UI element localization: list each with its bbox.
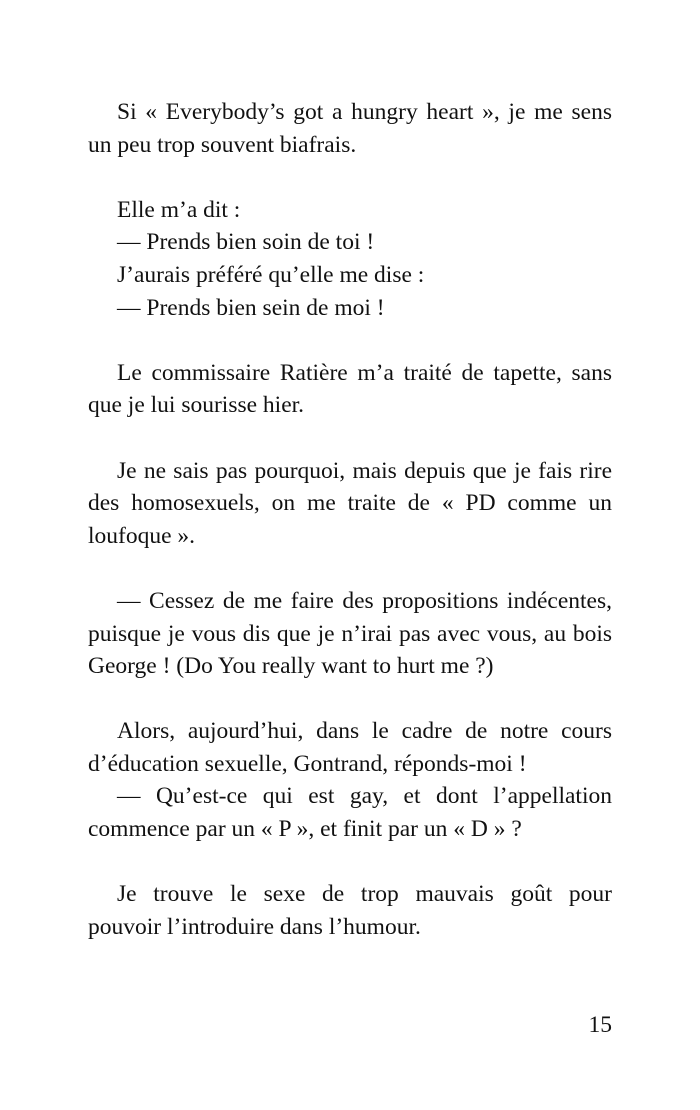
paragraph — [88, 455, 612, 553]
text-line: George ! (Do You really want to hurt me ?) — [88, 653, 494, 680]
text-line: — Cessez de me faire des propositions indécentes, — [117, 587, 612, 614]
text-line: pouvoir l’introduire dans l’humour. — [88, 913, 421, 940]
text-line: Je trouve le sexe de trop mauvais goût pour — [117, 881, 612, 908]
text-line: Je ne sais pas pourquoi, mais depuis que je fais rire — [117, 457, 612, 484]
text-line: Si « Everybody’s got a hungry heart », je me sens — [117, 99, 612, 125]
paragraph — [88, 715, 612, 845]
text-line: J’aurais préféré qu’elle me dise : — [117, 261, 425, 288]
text-line: un peu trop souvent biafrais. — [88, 131, 357, 158]
paragraph — [88, 585, 612, 683]
paragraph — [88, 96, 612, 161]
text-line: — Prends bien soin de toi ! — [117, 229, 375, 256]
text-line: — Qu’est-ce qui est gay, et dont l’appellation — [117, 783, 612, 810]
page-number: 15 — [588, 1012, 612, 1038]
text-line: d’éducation sexuelle, Gontrand, réponds-moi ! — [88, 750, 527, 777]
page-body — [88, 96, 612, 976]
text-line: Le commissaire Ratière m’a traité de tapette, sans — [117, 359, 612, 386]
paragraph — [88, 357, 612, 422]
text-line: commence par un « P », et finit par un « D » ? — [88, 816, 522, 843]
text-line: Elle m’a dit : — [117, 196, 241, 223]
text-line: des homosexuels, on me traite de « PD comme un — [88, 490, 612, 517]
text-line: Alors, aujourd’hui, dans le cadre de notre cours — [117, 718, 612, 745]
text-line: puisque je vous dis que je n’irai pas avec vous, au bois — [88, 620, 612, 647]
text-line: que je lui sourisse hier. — [88, 392, 305, 419]
paragraph — [88, 194, 612, 324]
text-line: — Prends bien sein de moi ! — [117, 294, 385, 321]
text-line: loufoque ». — [88, 522, 196, 549]
paragraph — [88, 878, 612, 943]
